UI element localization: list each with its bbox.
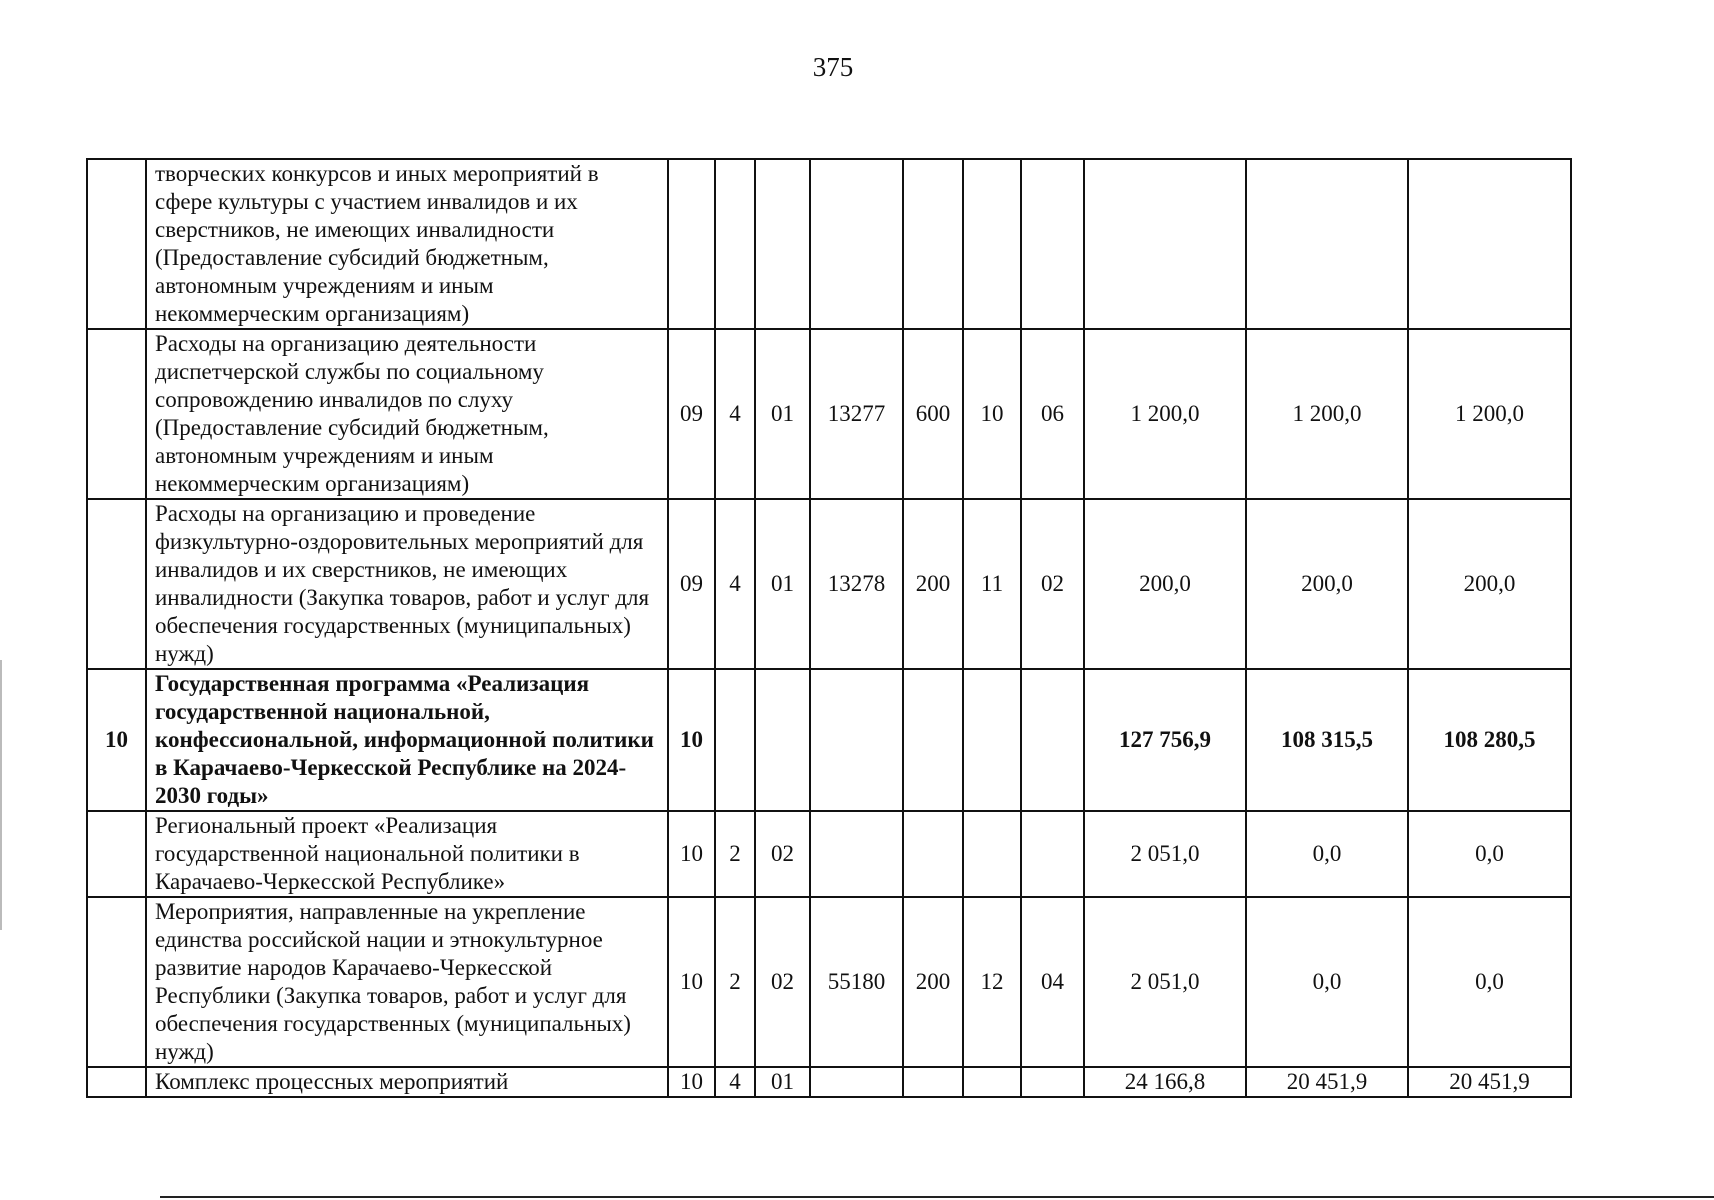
table-row — [87, 329, 1571, 499]
amount-cell: 200,0 — [1084, 499, 1246, 669]
amount-cell: 2 051,0 — [1084, 897, 1246, 1067]
code-cell — [810, 159, 903, 329]
row-number — [87, 897, 146, 1067]
code-cell: 04 — [1021, 897, 1084, 1067]
code-cell — [755, 159, 810, 329]
code-cell: 10 — [963, 329, 1021, 499]
table-row — [87, 811, 1571, 897]
amount-cell: 0,0 — [1246, 897, 1408, 1067]
row-description: Расходы на организацию деятельности диспетчерской службы по социальному сопровождению инвалидов по слуху (Предоставление субсидий бюджетным, автономным учреждениям и иным некоммерческим организациям) — [146, 329, 668, 499]
code-cell — [963, 669, 1021, 811]
code-cell — [963, 811, 1021, 897]
code-cell: 13278 — [810, 499, 903, 669]
amount-cell: 108 315,5 — [1246, 669, 1408, 811]
amount-cell — [1084, 159, 1246, 329]
amount-cell: 200,0 — [1408, 499, 1571, 669]
amount-cell: 0,0 — [1246, 811, 1408, 897]
amount-cell: 127 756,9 — [1084, 669, 1246, 811]
bottom-rule — [160, 1196, 1714, 1198]
code-cell: 06 — [1021, 329, 1084, 499]
code-cell: 55180 — [810, 897, 903, 1067]
row-number — [87, 329, 146, 499]
code-cell — [715, 669, 755, 811]
code-cell — [963, 1067, 1021, 1097]
page-number: 375 — [812, 52, 854, 82]
table-row — [87, 897, 1571, 1067]
code-cell: 10 — [668, 897, 715, 1067]
code-cell — [903, 1067, 963, 1097]
code-cell: 02 — [1021, 499, 1084, 669]
row-description: Расходы на организацию и проведение физкультурно-оздоровительных мероприятий для инвалидов и их сверстников, не имеющих инвалидности (Закупка товаров, работ и услуг для обеспечения государственных (муниципальных) нужд) — [146, 499, 668, 669]
code-cell — [903, 811, 963, 897]
amount-cell: 1 200,0 — [1246, 329, 1408, 499]
code-cell: 2 — [715, 811, 755, 897]
row-number — [87, 499, 146, 669]
amount-cell: 2 051,0 — [1084, 811, 1246, 897]
amount-cell: 24 166,8 — [1084, 1067, 1246, 1097]
code-cell — [903, 159, 963, 329]
amount-cell: 1 200,0 — [1408, 329, 1571, 499]
code-cell — [963, 159, 1021, 329]
table-row — [87, 159, 1571, 329]
row-description: Мероприятия, направленные на укрепление единства российской нации и этнокультурное развитие народов Карачаево-Черкесской Республики (Закупка товаров, работ и услуг для обеспечения государственных (муниципальных) нужд) — [146, 897, 668, 1067]
code-cell — [1021, 159, 1084, 329]
code-cell: 200 — [903, 897, 963, 1067]
row-description: творческих конкурсов и иных мероприятий в сфере культуры с участием инвалидов и их сверстников, не имеющих инвалидности (Предоставление субсидий бюджетным, автономным учреждениям и иным некоммерческим организациям) — [146, 159, 668, 329]
code-cell: 10 — [668, 669, 715, 811]
amount-cell — [1246, 159, 1408, 329]
code-cell: 01 — [755, 329, 810, 499]
amount-cell: 200,0 — [1246, 499, 1408, 669]
amount-cell: 20 451,9 — [1408, 1067, 1571, 1097]
code-cell — [668, 159, 715, 329]
code-cell: 10 — [668, 811, 715, 897]
code-cell: 4 — [715, 1067, 755, 1097]
code-cell: 11 — [963, 499, 1021, 669]
row-description: Региональный проект «Реализация государственной национальной политики в Карачаево-Черкесской Республике» — [146, 811, 668, 897]
code-cell: 4 — [715, 499, 755, 669]
budget-table — [86, 158, 1572, 1098]
amount-cell: 108 280,5 — [1408, 669, 1571, 811]
code-cell: 2 — [715, 897, 755, 1067]
code-cell: 200 — [903, 499, 963, 669]
code-cell: 09 — [668, 329, 715, 499]
row-number — [87, 159, 146, 329]
code-cell — [1021, 811, 1084, 897]
row-number — [87, 1067, 146, 1097]
row-number — [87, 811, 146, 897]
row-number: 10 — [87, 669, 146, 811]
table-row — [87, 499, 1571, 669]
code-cell: 600 — [903, 329, 963, 499]
code-cell — [810, 1067, 903, 1097]
code-cell: 02 — [755, 811, 810, 897]
code-cell — [810, 811, 903, 897]
code-cell — [1021, 1067, 1084, 1097]
code-cell — [1021, 669, 1084, 811]
scan-edge-mark — [0, 660, 2, 930]
amount-cell — [1408, 159, 1571, 329]
row-description: Комплекс процессных мероприятий — [146, 1067, 668, 1097]
code-cell: 09 — [668, 499, 715, 669]
row-description: Государственная программа «Реализация государственной национальной, конфессиональной, информационной политики в Карачаево-Черкесской Республике на 2024-2030 годы» — [146, 669, 668, 811]
amount-cell: 0,0 — [1408, 811, 1571, 897]
code-cell: 01 — [755, 499, 810, 669]
code-cell: 13277 — [810, 329, 903, 499]
table-row — [87, 1067, 1571, 1097]
code-cell — [755, 669, 810, 811]
code-cell: 02 — [755, 897, 810, 1067]
code-cell — [810, 669, 903, 811]
amount-cell: 1 200,0 — [1084, 329, 1246, 499]
code-cell — [903, 669, 963, 811]
amount-cell: 20 451,9 — [1246, 1067, 1408, 1097]
amount-cell: 0,0 — [1408, 897, 1571, 1067]
code-cell: 12 — [963, 897, 1021, 1067]
code-cell: 01 — [755, 1067, 810, 1097]
code-cell — [715, 159, 755, 329]
table-row — [87, 669, 1571, 811]
code-cell: 10 — [668, 1067, 715, 1097]
code-cell: 4 — [715, 329, 755, 499]
